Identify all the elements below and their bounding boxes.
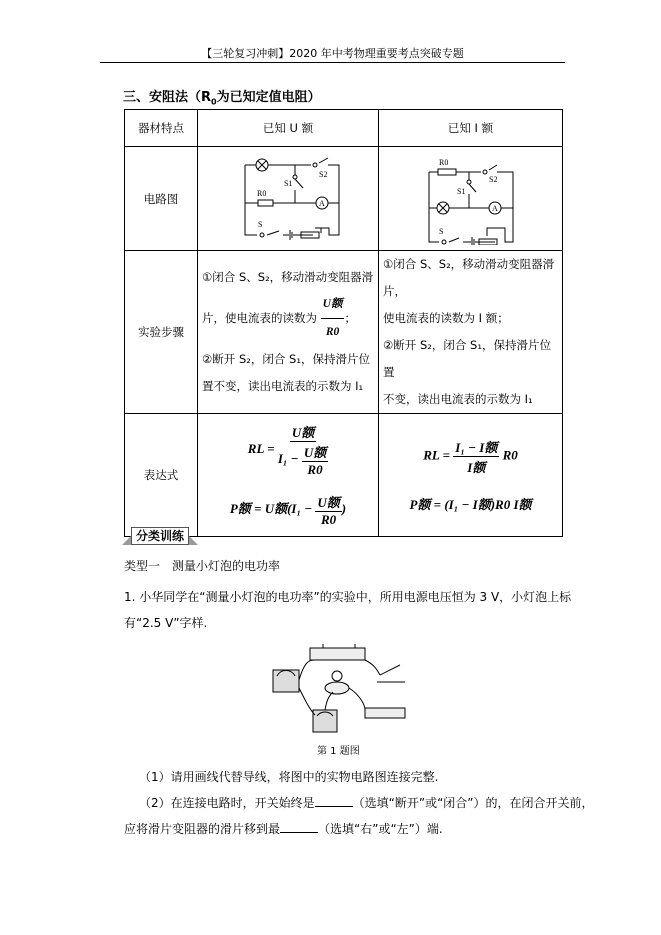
section-title-post: 为已知定值电阻） bbox=[216, 90, 321, 105]
formula-fraction bbox=[315, 492, 341, 528]
denominator: I额 bbox=[467, 460, 486, 475]
section-title-pre: 三、安阻法（R bbox=[123, 90, 212, 105]
formula-p: P额 = (I₁ − I额)R0 I额 bbox=[409, 497, 532, 512]
row-label: 实验步骤 bbox=[125, 251, 198, 414]
circuit-diagram-u bbox=[198, 147, 379, 251]
step-text-part: 片，使电流表的读数为 bbox=[202, 311, 317, 325]
label-s2: S2 bbox=[488, 174, 497, 184]
question-text: 1. 小华同学在“测量小灯泡的电功率”的实验中，所用电源电压恒为 3 V，小灯泡上标 bbox=[124, 590, 572, 604]
formula-part: RL = bbox=[247, 440, 275, 456]
question-text: （2）在连接电路时，开关始终是 bbox=[139, 796, 315, 810]
steps-u bbox=[198, 251, 379, 414]
label-s2: S2 bbox=[319, 169, 328, 179]
step-text bbox=[202, 291, 374, 346]
label-s: S bbox=[438, 226, 443, 236]
numerator: U额 bbox=[321, 291, 345, 319]
formula-part: ) bbox=[341, 500, 347, 516]
type-title: 类型一 测量小灯泡的电功率 bbox=[124, 559, 281, 573]
step-text: 使电流表的读数为 I 额； bbox=[383, 311, 509, 325]
denominator: R0 bbox=[325, 326, 340, 338]
formula-part: R0 bbox=[502, 447, 518, 463]
page-header: 【三轮复习冲刺】2020 年中考物理重要考点突破专题 bbox=[201, 47, 464, 60]
step-text: ②断开 S₂，闭合 S₁，保持滑片位 bbox=[202, 352, 370, 366]
denominator bbox=[278, 442, 328, 478]
step-text-part: ； bbox=[344, 311, 356, 325]
row-label: 表达式 bbox=[125, 414, 198, 537]
header-divider bbox=[100, 62, 565, 63]
numerator: U额 bbox=[315, 492, 341, 512]
badge-label: 分类训练 bbox=[131, 527, 189, 545]
formula-part: RL = bbox=[423, 447, 451, 463]
label-r0: R0 bbox=[438, 157, 448, 167]
formula-p bbox=[198, 492, 378, 528]
label-s1: S1 bbox=[284, 178, 293, 188]
formula-fraction bbox=[453, 437, 499, 476]
question-text: （选填“断开”或“闭合”）的，在闭合开关前， bbox=[352, 796, 594, 810]
badge-left-triangle bbox=[122, 527, 131, 545]
step-text: ①闭合 S、S₂，移动滑动变阻器滑 bbox=[202, 270, 374, 284]
apparatus-figure bbox=[265, 640, 415, 740]
figure-caption: 第 1 题图 bbox=[317, 746, 360, 757]
answer-blank[interactable] bbox=[315, 806, 353, 807]
step-text: ②断开 S₂，闭合 S₁，保持滑片位置 bbox=[383, 338, 551, 379]
badge-right-triangle bbox=[189, 527, 198, 545]
label-s1: S1 bbox=[456, 186, 465, 196]
formula-rl bbox=[379, 437, 562, 476]
label-r0: R0 bbox=[257, 188, 267, 198]
header-cell: 器材特点 bbox=[125, 110, 198, 147]
label-ammeter: A bbox=[491, 203, 498, 213]
step-text: ①闭合 S、S₂，移动滑动变阻器滑片， bbox=[383, 257, 555, 298]
numerator: U额 bbox=[290, 422, 316, 442]
sub-question-1: （1）请用画线代替导线，将图中的实物电路图连接完整. bbox=[139, 770, 439, 784]
section-title bbox=[123, 86, 321, 107]
method-table bbox=[124, 109, 563, 537]
formula-rl bbox=[198, 422, 378, 478]
table-row bbox=[125, 147, 563, 251]
numerator: I₁ − I额 bbox=[453, 437, 499, 457]
row-label: 电路图 bbox=[125, 147, 198, 251]
table-row bbox=[125, 414, 563, 537]
table-row bbox=[125, 251, 563, 414]
formula-part: P额 = U额(I₁ − bbox=[229, 500, 313, 516]
label-s: S bbox=[258, 219, 263, 229]
section-title-sub: 0 bbox=[211, 97, 217, 107]
step-text: 置不变，读出电流表的示数为 I₁ bbox=[202, 379, 364, 393]
sub-question-2-cont bbox=[124, 820, 443, 837]
expression-i bbox=[379, 414, 563, 537]
formula-fraction bbox=[278, 422, 328, 478]
formula-part: I₁ − bbox=[277, 450, 299, 466]
header-cell: 已知 I 额 bbox=[379, 110, 563, 147]
circuit-diagram-i bbox=[379, 147, 563, 251]
answer-blank[interactable] bbox=[280, 832, 318, 833]
denominator: R0 bbox=[321, 512, 337, 527]
numerator: U额 bbox=[302, 442, 328, 462]
question-text: （选填“右”或“左”）端. bbox=[318, 822, 443, 836]
question-text: 应将滑片变阻器的滑片移到最 bbox=[124, 822, 281, 836]
header-cell: 已知 U 额 bbox=[198, 110, 379, 147]
section-badge bbox=[122, 527, 198, 545]
label-ammeter: A bbox=[319, 198, 325, 208]
formula-fraction bbox=[302, 442, 328, 478]
step-text: 不变，读出电流表的示数为 I₁ bbox=[383, 392, 533, 406]
denominator: R0 bbox=[307, 462, 323, 477]
table-header-row bbox=[125, 110, 563, 147]
question-text: 有“2.5 V”字样. bbox=[124, 616, 208, 630]
sub-question-2 bbox=[139, 794, 594, 811]
expression-u bbox=[198, 414, 379, 537]
steps-i bbox=[379, 251, 563, 414]
formula-fraction bbox=[321, 291, 345, 346]
